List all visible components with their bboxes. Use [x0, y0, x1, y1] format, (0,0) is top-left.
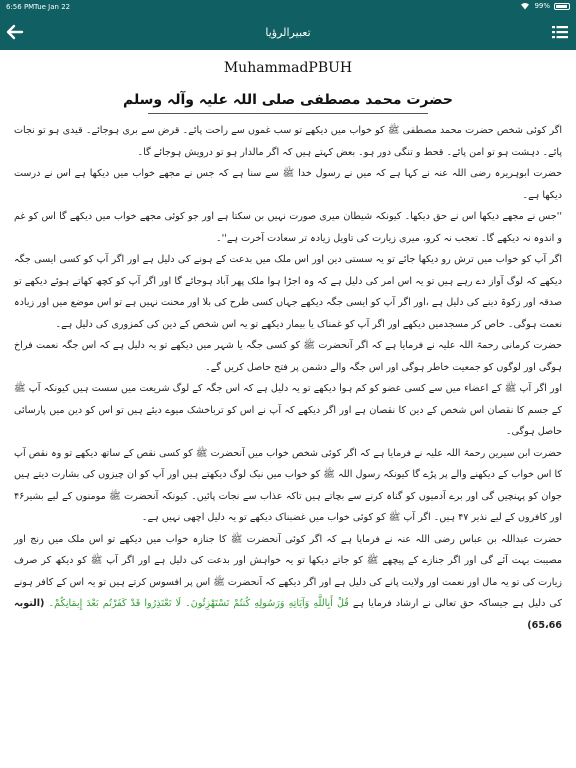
verse-reference: (التوبہ 65،66)	[14, 598, 562, 631]
battery-icon	[554, 3, 570, 10]
status-time: 6:56 PM	[6, 3, 35, 11]
urdu-heading	[0, 92, 576, 114]
quran-verse: قُلْ أَبِاللَّهِ وَآيَاتِهِ وَرَسُولِهِ كُنتُمْ تَسْتَهْزِئُونَ۔ لَا تَعْتَذِرُوا قَدْ كَفَرْتُم بَعْدَ إِيمَانِكُمْ۔	[48, 598, 349, 609]
status-indicators	[520, 2, 570, 10]
navigation-bar	[0, 14, 576, 50]
nav-title: تعبیرالرؤیا	[265, 26, 311, 39]
status-bar	[0, 0, 576, 14]
article-body	[14, 120, 562, 636]
menu-list-icon[interactable]	[552, 25, 568, 39]
paragraph-1: اگر کوئی شخص حضرت محمد مصطفی ﷺ کو خواب میں دیکھے تو سب غموں سے راحت پائے۔ قرض سے بری ہوجائے۔ قیدی ہو تو نجات پائے۔ دہشت ہو تو امن پائے۔ قحط و تنگی دور ہو۔ بعض کہتے ہیں کہ اگر مالدار ہو تو درویش ہوجائے گا۔	[14, 125, 562, 158]
paragraph-7: حضرت ابن سیرین رحمۃ اللہ علیہ نے فرمایا ہے کہ اگر کوئی شخص خواب میں آنحضرت ﷺ کو کسی نقص کے ساتھ دیکھے تو وہ نقص آپ کا اس خواب کے دیکھنے والے پر پڑے گا کیونکہ رسول اللہ ﷺ کو خواب میں نیک لوگ دیکھتے ہیں اور آپ کو ان چیزوں کی بشارت دیتے ہیں جوان کو پہنچیں گی اور برے آدمیوں کو گناہ کرنے سے بچاتے ہیں تاکہ عذاب سے نجات پائیں۔ کیونکہ آنحضرت ﷺ مومنوں کے لیے بشیر۴۶ اور کافروں کے لیے نذیر ۴۷ ہیں۔ اگر آپ ﷺ کو کوئی خواب میں غضبناک دیکھے تو یہ دلیل اچھی نہیں ہے۔	[14, 447, 562, 523]
paragraph-6: اور اگر آپ ﷺ کے اعضاء میں سے کسی عضو کو کم ہوا دیکھے تو یہ دلیل ہے کہ اس جگہ کے لوگ شریعت میں سست ہیں کیونکہ آپ ﷺ کے جسم کا نقصان اس شخص کے دین کا نقصان ہے اور اگر دیکھے کہ آپ نے اس کو ترباخشک میوے دیئے ہیں تو اس کو دین میں پارسائی حاصل ہوگی۔	[14, 383, 562, 437]
battery-percent: 99%	[534, 2, 550, 10]
paragraph-2: حضرت ابوہریرہ رضی اللہ عنہ نے کہا ہے کہ میں نے رسول خدا ﷺ سے سنا ہے کہ جس نے مجھے خواب میں دیکھا ہے اس نے درست دیکھا ہے۔	[14, 168, 562, 201]
paragraph-4: اگر آپ کو خواب میں ترش رو دیکھا جائے تو یہ سستی دین اور اس ملک میں بدعت کے ہونے کی دلیل ہے اور اگر آپ کو کسی ایسی جگہ دیکھے کہ لوگ آواز دے رہے ہیں تو یہ اس امر کی دلیل ہے کہ وہ اجڑا ہوا ملک پھر آباد ہوجائے گا اور اگر آپ کو کچھ کھاتے ہوئے دیکھے تو صدقہ اور زکوۃ دینے کی دلیل ہے ،اور اگر آپ کو ایسی جگہ دیکھے جہاں کسی طرح کی بلا اور محنت نہیں ہے تو اس موضع میں اور زیادہ نعمت ہوگی۔ خاص کر مسجدمیں دیکھے اور اگر آپ کو غمناک یا بیمار دیکھے تو یہ اس شخص کے دین کی کمزوری کی دلیل ہے۔	[14, 254, 562, 330]
urdu-heading-text: حضرت محمد مصطفی صلی اللہ علیہ وآلہ وسلم	[122, 92, 454, 108]
paragraph-8-text: حضرت عبداللہ بن عباس رضی اللہ عنہ نے فرمایا ہے کہ اگر کوئی آنحضرت ﷺ کا جنازہ خواب میں دیکھے تو اس ملک میں رنج اور مصیبت بہت آئے گی اور اگر جنازے کے پیچھے ﷺ کو جاتے دیکھا تو یہ خواہش اور بدعت کی دلیل ہے اور اگر آپ ﷺ کو دیکھ کر صرف زیارت کی تو یہ مال اور نعمت اور ولایت پانے کی دلیل ہے اور اگر دیکھے کہ آنحضرت ﷺ اس پر افسوس کرتے ہیں تو یہ اس کے کافر ہونے کی دلیل ہے جیساکہ حق تعالی نے ارشاد فرمایا ہے	[14, 533, 562, 609]
paragraph-3: ''جس نے مجھے دیکھا اس نے حق دیکھا۔ کیونکہ شیطان میری صورت نہیں بن سکتا ہے اور جو کوئی مجھے خواب میں دیکھے گا اس کو غم و اندوہ نہ دیکھے گا۔ تعجب نہ کرو، میری زیارت کی تاویل زیادہ تر سعادت آخرت ہے''۔	[14, 211, 562, 244]
wifi-icon	[520, 2, 530, 10]
heading-underline	[148, 113, 428, 114]
english-heading: MuhammadPBUH	[223, 60, 353, 76]
paragraph-8	[14, 529, 562, 637]
paragraph-5: حضرت کرمانی رحمۃ اللہ علیہ نے فرمایا ہے کہ اگر آنحضرت ﷺ کو کسی جگہ یا شہر میں دیکھے تو یہ دلیل ہے کہ اس جگہ نعمت فراخ ہوگی اور لوگوں کو جمعیت خاطر ہوگی اور اس جگہ والے دشمن پر فتح حاصل کریں گے۔	[14, 340, 562, 373]
status-date: Tue Jan 22	[34, 3, 71, 11]
